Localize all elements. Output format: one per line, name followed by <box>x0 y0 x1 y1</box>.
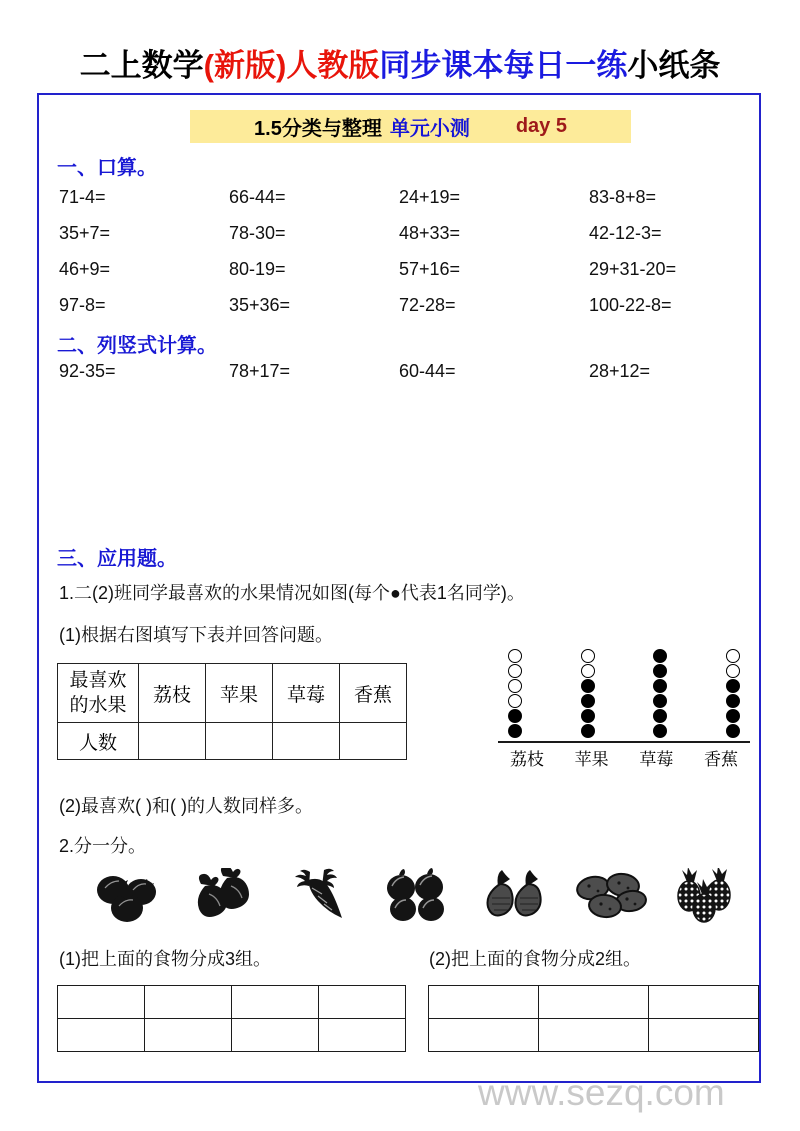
vertical-problem: 92-35= <box>59 361 116 381</box>
dot-filled-icon <box>653 694 667 708</box>
dot-plot-label-3: 香蕉 <box>703 750 738 769</box>
dot-plot-label-2: 草莓 <box>639 750 674 769</box>
table-header-fruit-3: 香蕉 <box>340 664 407 723</box>
answer-grid-cell[interactable] <box>539 986 649 1019</box>
vertical-problem: 28+12= <box>589 361 651 381</box>
dot-filled-icon <box>581 679 595 693</box>
section-2-heading: 二、列竖式计算。 <box>57 335 217 357</box>
table-header-fruit-label <box>58 664 139 723</box>
dot-plot-column <box>653 649 667 738</box>
dot-plot-labels <box>494 743 754 770</box>
answer-grid-row <box>429 1019 759 1052</box>
dot-plot-label-1: 苹果 <box>574 750 609 769</box>
dot-open-icon <box>508 679 522 693</box>
answer-grid-cell[interactable] <box>232 1019 319 1052</box>
banner-day-label: day 5 <box>515 115 567 137</box>
calc-problem: 35+7= <box>59 223 111 243</box>
dot-filled-icon <box>726 724 740 738</box>
calc-problem: 24+19= <box>399 187 461 207</box>
dot-filled-icon <box>581 709 595 723</box>
answer-grid-cell[interactable] <box>649 986 759 1019</box>
unit-banner <box>190 110 631 143</box>
calc-problem: 66-44= <box>229 187 286 207</box>
title-part-suffix: 小纸条 <box>627 48 721 83</box>
calc-problem: 29+31-20= <box>589 259 677 279</box>
answer-grid-cell[interactable] <box>58 986 145 1019</box>
answer-grid-cell[interactable] <box>539 1019 649 1052</box>
answer-grid-cell[interactable] <box>58 1019 145 1052</box>
table-row <box>58 664 407 723</box>
table-header-fruit-0: 荔枝 <box>139 664 206 723</box>
calc-problem: 46+9= <box>59 259 111 279</box>
dot-filled-icon <box>726 694 740 708</box>
answer-grid-row <box>58 1019 406 1052</box>
vertical-calc-row <box>59 361 779 382</box>
answer-grid-cell[interactable] <box>429 1019 539 1052</box>
eggplants-icon <box>183 866 265 926</box>
calc-problem: 48+33= <box>399 223 461 243</box>
table-cell-count-2[interactable] <box>273 723 340 760</box>
potatoes-icon <box>569 866 651 926</box>
calc-problem: 83-8+8= <box>589 187 657 207</box>
title-part-subject: 二上数学 <box>79 48 204 83</box>
dot-plot-label-0: 荔枝 <box>510 750 544 769</box>
fruit-frequency-table <box>57 663 407 760</box>
food-silhouette-row <box>87 865 747 927</box>
table-cell-count-1[interactable] <box>206 723 273 760</box>
dot-filled-icon <box>653 679 667 693</box>
dot-filled-icon <box>653 664 667 678</box>
calc-problem: 80-19= <box>229 259 286 279</box>
table-cell-count-0[interactable] <box>139 723 206 760</box>
fruit-dot-plot-chart <box>494 635 754 769</box>
answer-grid-3-groups <box>57 985 406 1052</box>
calc-problem: 35+36= <box>229 295 291 315</box>
worksheet-frame <box>37 93 761 1083</box>
dot-plot-column <box>508 649 522 738</box>
answer-grid-cell[interactable] <box>232 986 319 1019</box>
calc-problem: 72-28= <box>399 295 456 315</box>
site-watermark: www.sezq.com <box>478 1072 725 1113</box>
oral-calc-grid <box>59 179 779 323</box>
dot-filled-icon <box>726 709 740 723</box>
vertical-problem: 78+17= <box>229 361 291 381</box>
dot-open-icon <box>581 664 595 678</box>
dot-open-icon <box>726 664 740 678</box>
dot-plot-columns <box>494 635 754 738</box>
dot-filled-icon <box>581 694 595 708</box>
vertical-problem: 60-44= <box>399 361 456 381</box>
answer-grid-2-groups <box>428 985 759 1052</box>
pineapples-icon <box>665 866 747 926</box>
dot-open-icon <box>581 649 595 663</box>
dot-open-icon <box>726 649 740 663</box>
pears-icon <box>472 866 554 926</box>
table-header-fruit-1: 苹果 <box>206 664 273 723</box>
title-part-edition: (新版)人教版 <box>203 48 380 83</box>
dot-open-icon <box>508 649 522 663</box>
word-problem-2-part-1: (1)把上面的食物分成3组。 <box>59 949 272 969</box>
table-header-count-label: 人数 <box>58 723 139 760</box>
table-header-fruit-2: 草莓 <box>273 664 340 723</box>
dot-plot-column <box>726 649 740 738</box>
dot-filled-icon <box>581 724 595 738</box>
dot-plot-column <box>581 649 595 738</box>
word-problem-1-intro: 1.二(2)班同学最喜欢的水果情况如图(每个●代表1名同学)。 <box>59 583 525 603</box>
calc-problem: 57+16= <box>399 259 461 279</box>
banner-unit-label: 1.5分类与整理 <box>254 118 382 140</box>
calc-problem: 100-22-8= <box>589 295 672 315</box>
dark-fruits-icon <box>376 866 458 926</box>
answer-grid-cell[interactable] <box>145 986 232 1019</box>
answer-grid-cell[interactable] <box>319 986 406 1019</box>
dot-filled-icon <box>508 724 522 738</box>
dot-filled-icon <box>653 709 667 723</box>
answer-grid-row <box>58 986 406 1019</box>
section-1-heading: 一、口算。 <box>57 157 157 179</box>
table-header-line-2: 的水果 <box>69 695 127 716</box>
calc-problem: 78-30= <box>229 223 286 243</box>
calc-problem: 97-8= <box>59 295 106 315</box>
banner-test-label: 单元小测 <box>389 118 470 140</box>
dot-open-icon <box>508 694 522 708</box>
dot-open-icon <box>508 664 522 678</box>
table-row <box>58 723 407 760</box>
answer-grid-row <box>429 986 759 1019</box>
dot-filled-icon <box>726 679 740 693</box>
calc-problem: 71-4= <box>59 187 106 207</box>
word-problem-1-part-1: (1)根据右图填写下表并回答问题。 <box>59 625 333 645</box>
title-part-series: 同步课本每日一练 <box>379 48 628 83</box>
dot-filled-icon <box>653 724 667 738</box>
word-problem-2-intro: 2.分一分。 <box>59 836 147 856</box>
calc-problem: 42-12-3= <box>589 223 662 243</box>
word-problem-2-part-2: (2)把上面的食物分成2组。 <box>429 949 642 969</box>
carrots-icon <box>280 866 362 926</box>
answer-grid-cell[interactable] <box>145 1019 232 1052</box>
page-title <box>0 40 800 85</box>
tomatoes-icon <box>87 866 169 926</box>
dot-filled-icon <box>653 649 667 663</box>
table-cell-count-3[interactable] <box>340 723 407 760</box>
word-problem-1-part-2: (2)最喜欢( )和( )的人数同样多。 <box>59 796 313 816</box>
dot-filled-icon <box>508 709 522 723</box>
answer-grid-cell[interactable] <box>649 1019 759 1052</box>
section-3-heading: 三、应用题。 <box>57 548 177 570</box>
table-header-line-1: 最喜欢 <box>69 670 127 691</box>
answer-grid-cell[interactable] <box>429 986 539 1019</box>
answer-grid-cell[interactable] <box>319 1019 406 1052</box>
